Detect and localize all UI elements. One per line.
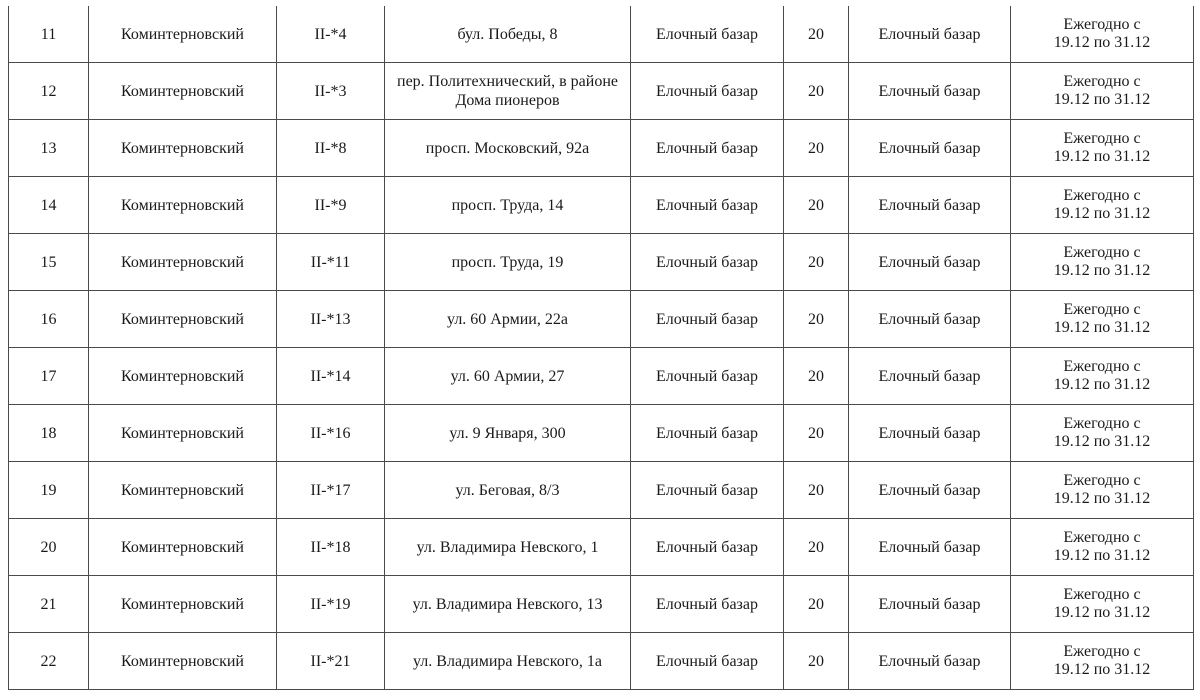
table-row (9, 633, 1194, 690)
cell-period (1011, 519, 1194, 576)
cell-quantity: 20 (784, 177, 849, 234)
cell-specialization: Елочный базар (849, 234, 1011, 291)
cell-row-number: 12 (9, 63, 89, 120)
cell-place-code: II-*14 (277, 348, 385, 405)
cell-quantity: 20 (784, 576, 849, 633)
period-line-1: Ежегодно с (1063, 130, 1141, 147)
period-line-1: Ежегодно с (1063, 16, 1141, 33)
cell-quantity: 20 (784, 519, 849, 576)
cell-specialization: Елочный базар (849, 633, 1011, 690)
cell-row-number: 21 (9, 576, 89, 633)
cell-district: Коминтерновский (89, 348, 277, 405)
cell-address: ул. Владимира Невского, 1а (385, 633, 631, 690)
cell-row-number: 17 (9, 348, 89, 405)
cell-object-type: Елочный базар (631, 120, 784, 177)
cell-specialization: Елочный базар (849, 63, 1011, 120)
cell-place-code: II-*21 (277, 633, 385, 690)
period-line-1: Ежегодно с (1063, 529, 1141, 546)
cell-district: Коминтерновский (89, 519, 277, 576)
period-line-2: 19.12 по 31.12 (1053, 262, 1151, 279)
period-line-1: Ежегодно с (1063, 586, 1141, 603)
cell-place-code: II-*17 (277, 462, 385, 519)
cell-period (1011, 633, 1194, 690)
cell-object-type: Елочный базар (631, 177, 784, 234)
period-line-1: Ежегодно с (1063, 358, 1141, 375)
cell-quantity: 20 (784, 120, 849, 177)
cell-row-number: 13 (9, 120, 89, 177)
period-line-2: 19.12 по 31.12 (1053, 319, 1151, 336)
cell-address: бул. Победы, 8 (385, 6, 631, 63)
cell-place-code: II-*8 (277, 120, 385, 177)
table-row (9, 462, 1194, 519)
table-row (9, 291, 1194, 348)
cell-address: просп. Труда, 19 (385, 234, 631, 291)
cell-period (1011, 177, 1194, 234)
cell-district: Коминтерновский (89, 6, 277, 63)
cell-specialization: Елочный базар (849, 576, 1011, 633)
cell-place-code: II-*19 (277, 576, 385, 633)
period-line-1: Ежегодно с (1063, 472, 1141, 489)
cell-quantity: 20 (784, 462, 849, 519)
cell-period (1011, 6, 1194, 63)
cell-address: ул. Владимира Невского, 13 (385, 576, 631, 633)
period-line-2: 19.12 по 31.12 (1053, 547, 1151, 564)
cell-period (1011, 291, 1194, 348)
cell-quantity: 20 (784, 63, 849, 120)
cell-period (1011, 462, 1194, 519)
cell-specialization: Елочный базар (849, 177, 1011, 234)
cell-district: Коминтерновский (89, 405, 277, 462)
table-row (9, 576, 1194, 633)
cell-quantity: 20 (784, 291, 849, 348)
cell-row-number: 11 (9, 6, 89, 63)
period-line-1: Ежегодно с (1063, 301, 1141, 318)
cell-object-type: Елочный базар (631, 348, 784, 405)
cell-place-code: II-*18 (277, 519, 385, 576)
cell-object-type: Елочный базар (631, 63, 784, 120)
cell-specialization: Елочный базар (849, 462, 1011, 519)
cell-specialization: Елочный базар (849, 291, 1011, 348)
cell-address: просп. Труда, 14 (385, 177, 631, 234)
cell-address: пер. Политехнический, в районе Дома пионеров (385, 63, 631, 120)
cell-specialization: Елочный базар (849, 348, 1011, 405)
period-line-1: Ежегодно с (1063, 73, 1141, 90)
table-row (9, 348, 1194, 405)
cell-specialization: Елочный базар (849, 519, 1011, 576)
cell-specialization: Елочный базар (849, 405, 1011, 462)
cell-row-number: 15 (9, 234, 89, 291)
cell-object-type: Елочный базар (631, 519, 784, 576)
cell-object-type: Елочный базар (631, 462, 784, 519)
cell-period (1011, 234, 1194, 291)
cell-object-type: Елочный базар (631, 405, 784, 462)
table-row (9, 63, 1194, 120)
table-row (9, 234, 1194, 291)
cell-place-code: II-*9 (277, 177, 385, 234)
cell-object-type: Елочный базар (631, 291, 784, 348)
period-line-1: Ежегодно с (1063, 415, 1141, 432)
period-line-1: Ежегодно с (1063, 244, 1141, 261)
period-line-2: 19.12 по 31.12 (1053, 604, 1151, 621)
cell-district: Коминтерновский (89, 462, 277, 519)
cell-address: ул. 60 Армии, 27 (385, 348, 631, 405)
cell-specialization: Елочный базар (849, 6, 1011, 63)
cell-period (1011, 120, 1194, 177)
cell-district: Коминтерновский (89, 63, 277, 120)
cell-address: просп. Московский, 92а (385, 120, 631, 177)
cell-quantity: 20 (784, 234, 849, 291)
cell-district: Коминтерновский (89, 291, 277, 348)
cell-quantity: 20 (784, 405, 849, 462)
cell-row-number: 14 (9, 177, 89, 234)
period-line-2: 19.12 по 31.12 (1053, 34, 1151, 51)
table-body (9, 6, 1194, 690)
period-line-2: 19.12 по 31.12 (1053, 205, 1151, 222)
trade-places-table (8, 6, 1194, 690)
table-row (9, 6, 1194, 63)
cell-place-code: II-*16 (277, 405, 385, 462)
cell-object-type: Елочный базар (631, 6, 784, 63)
cell-row-number: 20 (9, 519, 89, 576)
cell-specialization: Елочный базар (849, 120, 1011, 177)
table-row (9, 120, 1194, 177)
period-line-1: Ежегодно с (1063, 643, 1141, 660)
cell-row-number: 16 (9, 291, 89, 348)
cell-district: Коминтерновский (89, 177, 277, 234)
cell-address: ул. Беговая, 8/3 (385, 462, 631, 519)
period-line-2: 19.12 по 31.12 (1053, 148, 1151, 165)
cell-district: Коминтерновский (89, 576, 277, 633)
period-line-2: 19.12 по 31.12 (1053, 433, 1151, 450)
cell-district: Коминтерновский (89, 633, 277, 690)
cell-place-code: II-*3 (277, 63, 385, 120)
cell-object-type: Елочный базар (631, 576, 784, 633)
cell-object-type: Елочный базар (631, 234, 784, 291)
cell-address: ул. 9 Января, 300 (385, 405, 631, 462)
cell-district: Коминтерновский (89, 120, 277, 177)
period-line-2: 19.12 по 31.12 (1053, 490, 1151, 507)
period-line-2: 19.12 по 31.12 (1053, 376, 1151, 393)
table-row (9, 405, 1194, 462)
cell-place-code: II-*11 (277, 234, 385, 291)
table-row (9, 177, 1194, 234)
cell-period (1011, 405, 1194, 462)
cell-period (1011, 348, 1194, 405)
cell-row-number: 22 (9, 633, 89, 690)
period-line-1: Ежегодно с (1063, 187, 1141, 204)
cell-quantity: 20 (784, 6, 849, 63)
cell-row-number: 19 (9, 462, 89, 519)
cell-place-code: II-*13 (277, 291, 385, 348)
cell-place-code: II-*4 (277, 6, 385, 63)
cell-object-type: Елочный базар (631, 633, 784, 690)
cell-district: Коминтерновский (89, 234, 277, 291)
table-row (9, 519, 1194, 576)
cell-quantity: 20 (784, 348, 849, 405)
period-line-2: 19.12 по 31.12 (1053, 91, 1151, 108)
document-page (8, 6, 1193, 692)
cell-period (1011, 63, 1194, 120)
cell-row-number: 18 (9, 405, 89, 462)
period-line-2: 19.12 по 31.12 (1053, 661, 1151, 678)
cell-address: ул. 60 Армии, 22а (385, 291, 631, 348)
cell-quantity: 20 (784, 633, 849, 690)
cell-address: ул. Владимира Невского, 1 (385, 519, 631, 576)
cell-period (1011, 576, 1194, 633)
